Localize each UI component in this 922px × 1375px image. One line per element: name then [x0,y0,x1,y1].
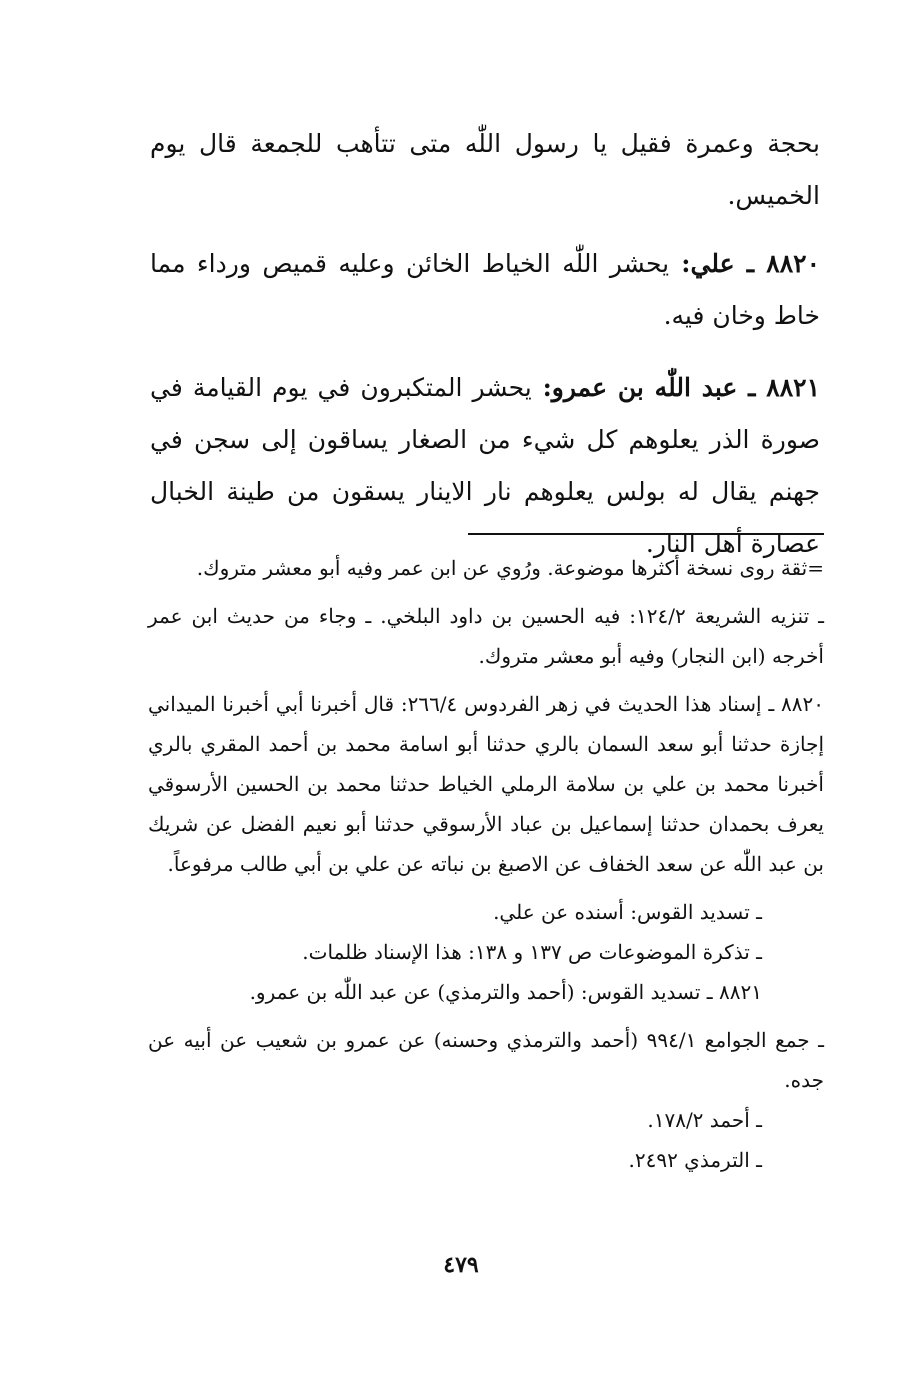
footnote-line: ـ تذكرة الموضوعات ص ١٣٧ و ١٣٨: هذا الإسناد ظلمات. [302,940,762,964]
hadith-8820-text: يحشر اللّٰه الخياط الخائن وعليه قميص ورداء مما خاط وخان فيه. [150,249,820,330]
footnote-line: ـ جمع الجوامع ٩٩٤/١ (أحمد والترمذي وحسنه) عن عمرو بن شعيب عن أبيه عن جده. [148,1028,824,1092]
hadith-8821-text: يحشر المتكبرون في يوم القيامة في صورة الذر يعلوهم كل شيء من الصغار يساقون إلى سجن في جهنم يقال له بولس يعلوهم نار الاينار يسقون من طينة الخبال عصارة أهل النار. [150,373,820,558]
footnotes [148,548,824,1180]
hadith-8820-narrator: علي: [669,249,735,278]
footnote-line: ٨٨٢١ ـ تسديد القوس: (أحمد والترمذي) عن عبد اللّٰه بن عمرو. [249,980,762,1004]
main-text [150,118,820,570]
footnote-line: ٨٨٢٠ ـ إسناد هذا الحديث في زهر الفردوس ٢٦٦/٤: قال أخبرنا أبي أخبرنا الميداني إجازة حدثنا أبو سعد السمان بالري حدثنا أبو اسامة محمد بن أحمد المقري بالري أخبرنا محمد بن علي بن سلامة الرملي الخياط حدثنا محمد بن الحسين الأرسوقي يعرف بحمدان حدثنا إسماعيل بن عباد الأرسوقي حدثنا أبو نعيم الفضل عن شريك بن عبد اللّٰه عن سعد الخفاف عن الاصبغ بن نباته عن علي بن أبي طالب مرفوعاً. [148,692,825,876]
footnote-separator [468,533,824,535]
hadith-8820-number: ٨٨٢٠ ـ [734,249,820,278]
footnote-line: ـ الترمذي ٢٤٩٢. [628,1148,762,1172]
footnote-line: ـ تنزيه الشريعة ١٢٤/٢: فيه الحسين بن داود البلخي. ـ وجاء من حديث ابن عمر أخرجه (ابن النجار) وفيه أبو معشر متروك. [148,604,824,668]
footnote-line: =ثقة روى نسخة أكثرها موضوعة. ورُوي عن ابن عمر وفيه أبو معشر متروك. [196,556,824,580]
footnote-line: ـ أحمد ١٧٨/٢. [647,1108,762,1132]
hadith-8821 [150,362,820,570]
hadith-8821-narrator: عبد اللّٰه بن عمرو: [531,373,738,402]
hadith-8820 [150,238,820,342]
continuation-line: بحجة وعمرة فقيل يا رسول اللّٰه متى تتأهب للجمعة قال يوم الخميس. [150,129,820,210]
footnote-line: ـ تسديد القوس: أسنده عن علي. [493,900,762,924]
hadith-8821-number: ٨٨٢١ ـ [737,373,820,402]
page-number: ٤٧٩ [443,1252,479,1278]
